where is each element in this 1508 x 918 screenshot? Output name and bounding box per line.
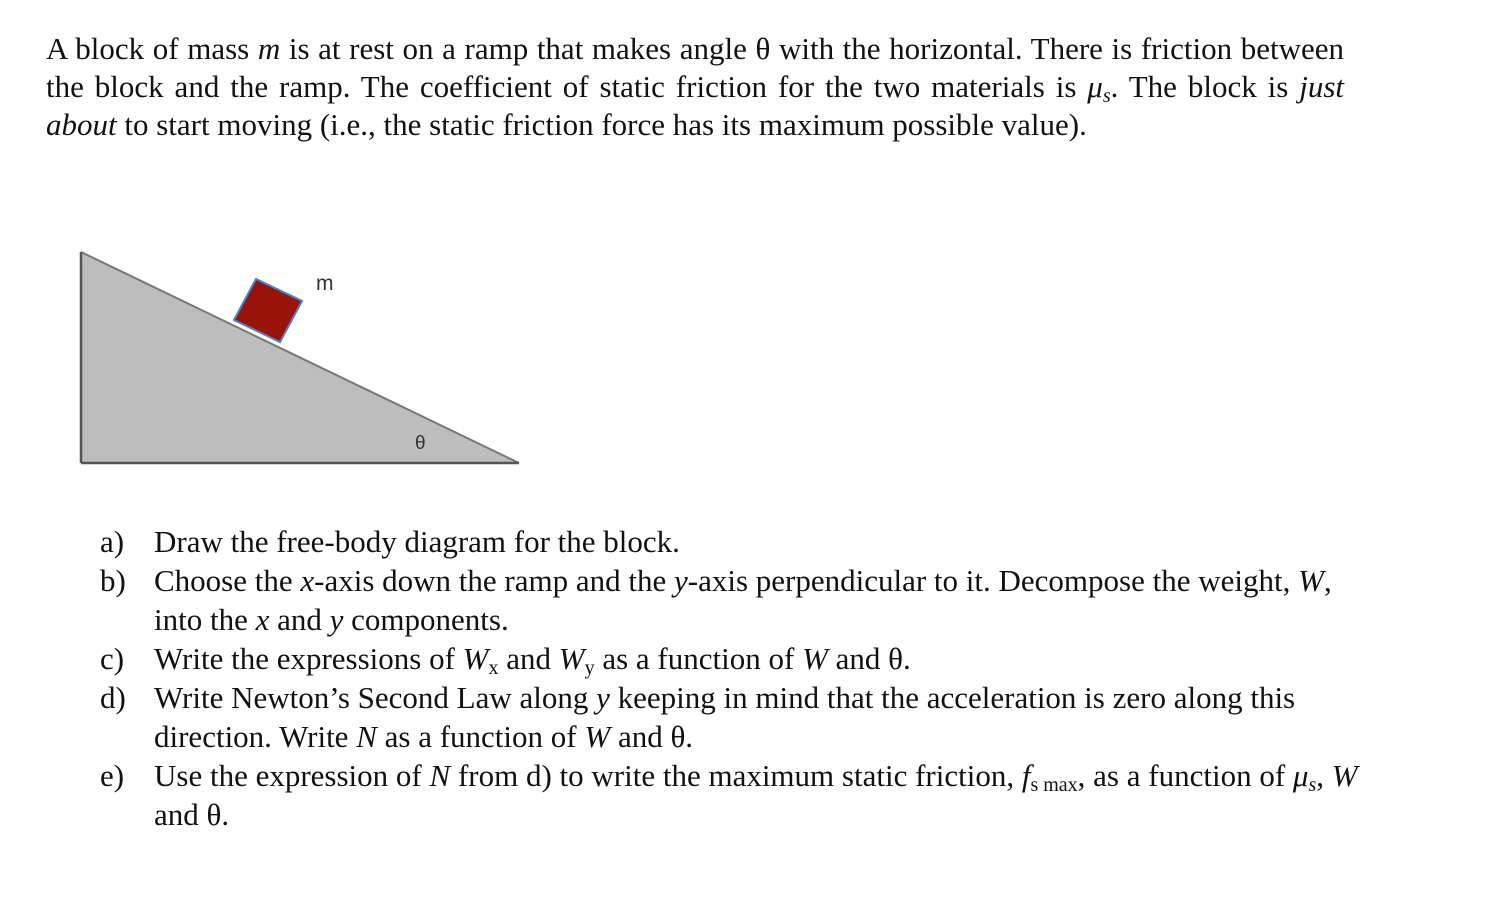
just-about-emphasis: just about bbox=[46, 69, 1345, 142]
question-text: and bbox=[498, 641, 559, 676]
question-text: from d) to write the maximum static friction, bbox=[450, 758, 1022, 793]
y-symbol: y bbox=[329, 602, 344, 637]
y-symbol: y bbox=[674, 563, 688, 598]
n-symbol: N bbox=[429, 758, 451, 793]
question-text: as a function of bbox=[376, 719, 585, 754]
problem-statement bbox=[46, 30, 1344, 144]
intro-text-1: A block of mass bbox=[46, 31, 258, 66]
question-c bbox=[100, 639, 1360, 678]
question-text: keeping in mind that the acceleration is zero along this direction. Write bbox=[154, 680, 1296, 754]
intro-text-2: is at rest on a ramp that makes angle θ with the horizontal. There is friction between the block and the ramp. The coefficient of static friction for the two materials is bbox=[46, 31, 1344, 104]
n-symbol: N bbox=[356, 719, 377, 754]
question-text: , into the bbox=[154, 563, 1332, 637]
mu-symbol: μ bbox=[1087, 69, 1103, 104]
question-text: and θ. bbox=[154, 797, 230, 832]
question-text: Use the expression of bbox=[154, 758, 430, 793]
question-text: -axis perpendicular to it. Decompose the weight, bbox=[687, 563, 1299, 598]
x-symbol: x bbox=[300, 563, 315, 598]
x-subscript: x bbox=[488, 657, 499, 679]
question-text: and θ. bbox=[610, 719, 694, 754]
f-subscript: s max bbox=[1030, 774, 1078, 796]
y-subscript: y bbox=[584, 657, 595, 679]
ramp-figure bbox=[70, 238, 540, 478]
mu-subscript: s bbox=[1102, 85, 1111, 107]
question-text: Write Newton’s Second Law along bbox=[154, 680, 597, 715]
f-symbol: f bbox=[1021, 758, 1031, 793]
question-d bbox=[100, 678, 1360, 756]
question-label: c) bbox=[100, 641, 125, 676]
y-symbol: y bbox=[596, 680, 610, 715]
question-text: and θ. bbox=[827, 641, 911, 676]
w-symbol: W bbox=[558, 641, 585, 676]
question-b bbox=[100, 561, 1360, 639]
question-text: Draw the free-body diagram for the block. bbox=[154, 524, 680, 559]
question-a bbox=[100, 522, 1360, 561]
question-text: Choose the bbox=[154, 563, 301, 598]
question-label: a) bbox=[100, 524, 125, 559]
mu-subscript: s bbox=[1308, 774, 1317, 796]
w-symbol: W bbox=[1331, 758, 1358, 793]
question-text: , bbox=[1316, 758, 1332, 793]
mass-label: m bbox=[316, 272, 334, 295]
w-symbol: W bbox=[462, 641, 489, 676]
question-text: Write the expressions of bbox=[154, 641, 463, 676]
x-symbol: x bbox=[255, 602, 270, 637]
question-text: , as a function of bbox=[1077, 758, 1293, 793]
intro-text-4: to start moving (i.e., the static friction force has its maximum possible value). bbox=[116, 107, 1087, 142]
w-symbol: W bbox=[1298, 563, 1324, 598]
question-text: and bbox=[269, 602, 330, 637]
angle-label: θ bbox=[415, 433, 426, 454]
question-label: d) bbox=[100, 680, 126, 715]
w-symbol: W bbox=[802, 641, 828, 676]
question-list bbox=[100, 522, 1360, 834]
question-label: b) bbox=[100, 563, 126, 598]
question-label: e) bbox=[100, 758, 125, 793]
question-text: as a function of bbox=[594, 641, 803, 676]
w-symbol: W bbox=[584, 719, 611, 754]
mu-symbol: μ bbox=[1292, 758, 1309, 793]
intro-text-3: . The block is bbox=[1110, 69, 1300, 104]
question-e bbox=[100, 756, 1360, 834]
question-text: -axis down the ramp and the bbox=[314, 563, 674, 598]
mass-symbol: m bbox=[257, 31, 281, 66]
question-text: components. bbox=[343, 602, 509, 637]
ramp-diagram bbox=[70, 238, 540, 478]
